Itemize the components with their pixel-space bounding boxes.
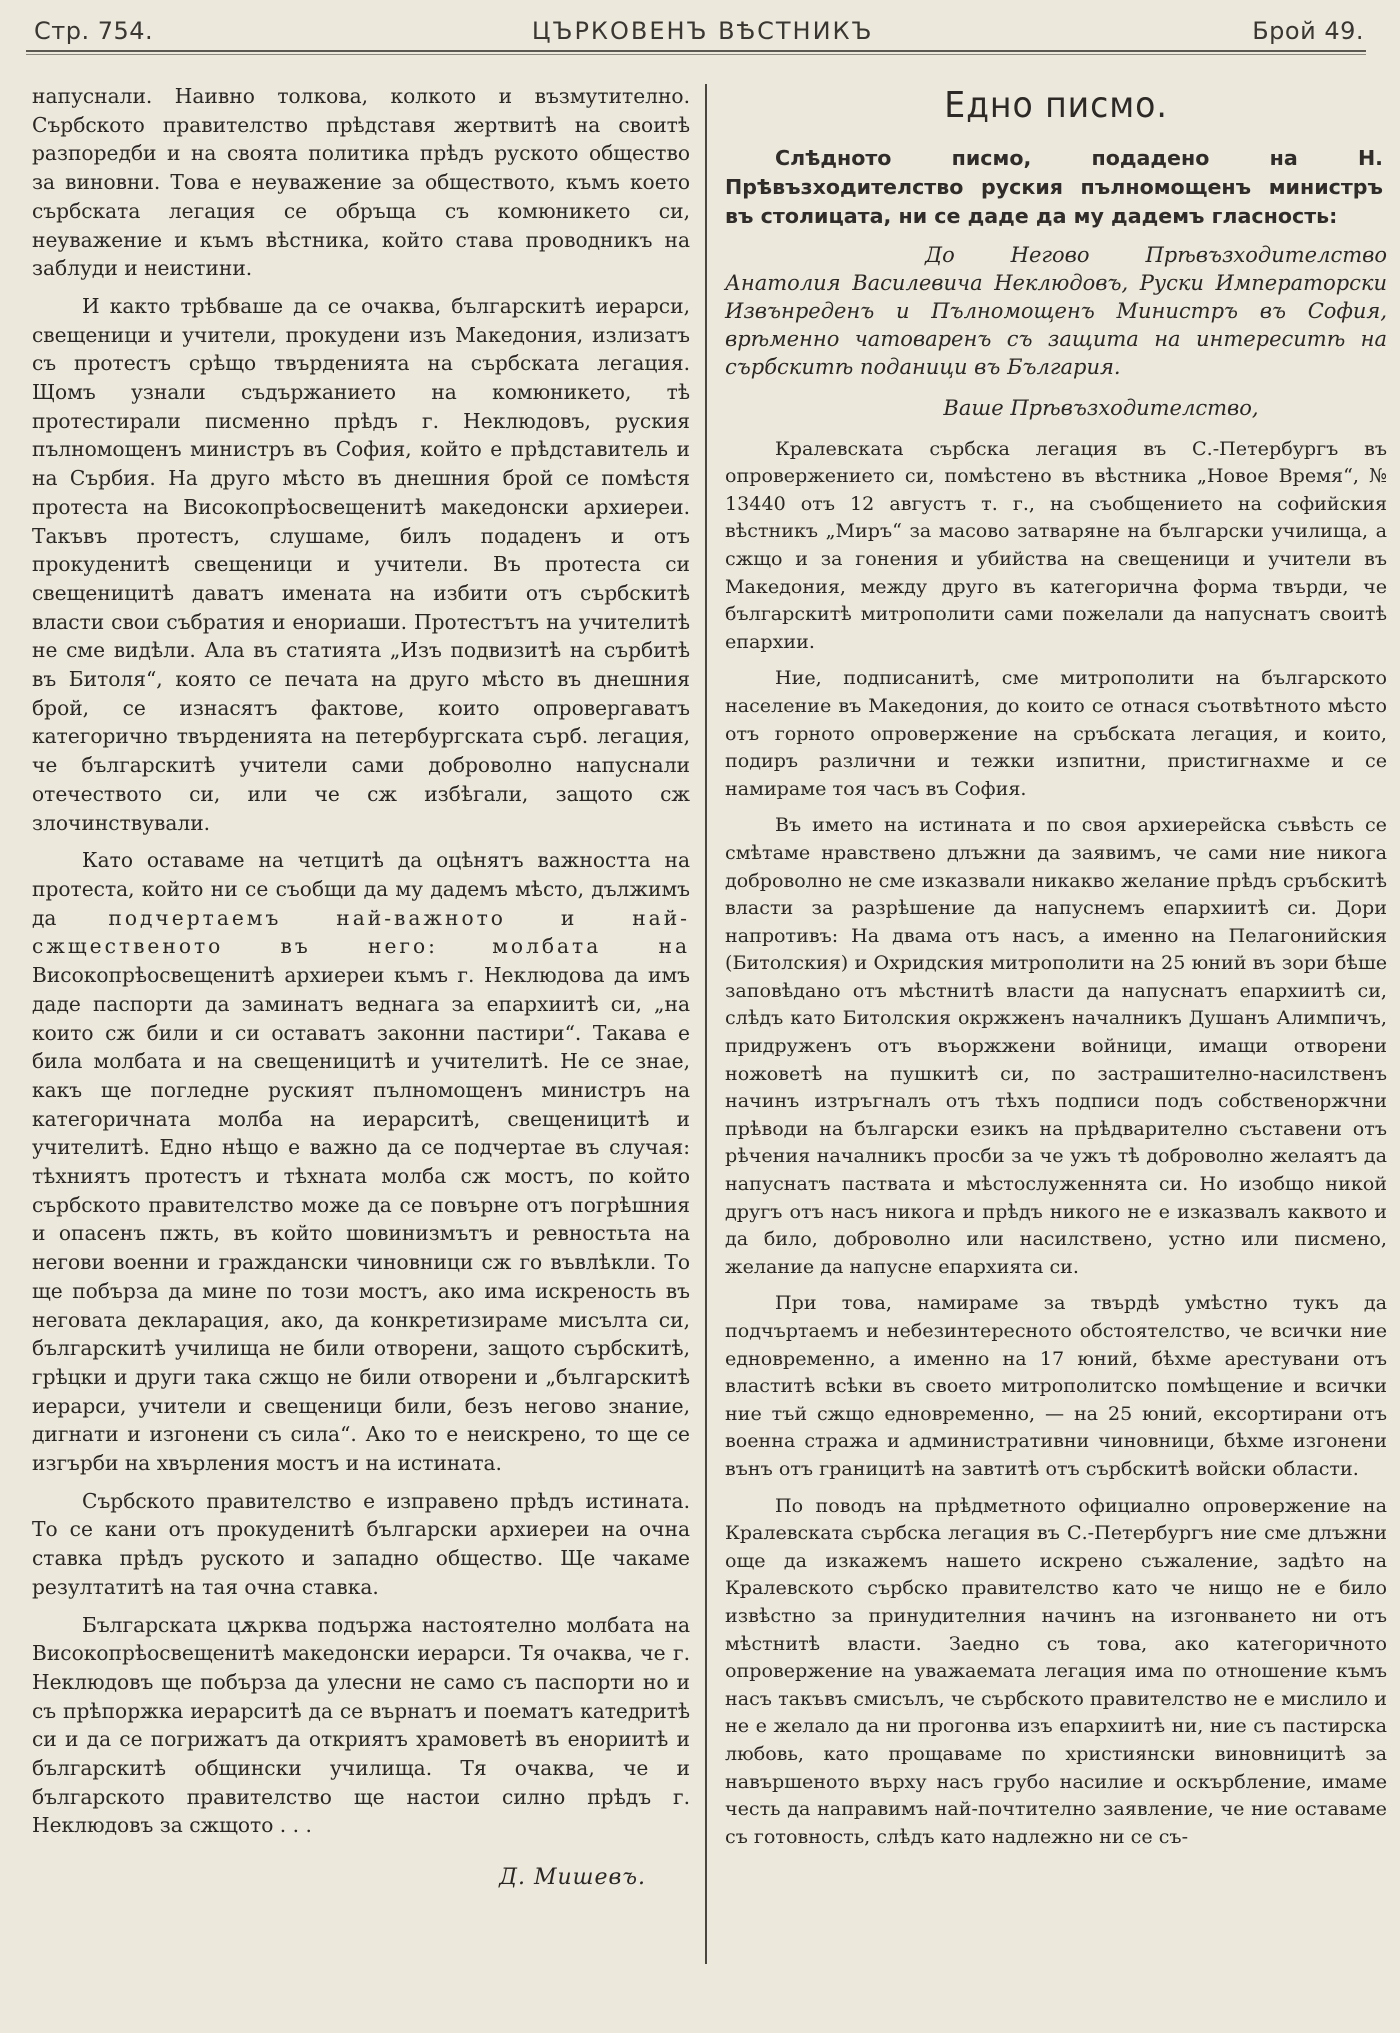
letter-paragraph: Въ името на истината и по своя архиерейска съвѣсть се смѣтаме нравствено длъжни да заявимъ, че сами ние никога доброволно не сме изказвали никакво желание прѣдъ сръбскитѣ власти за разрѣшение да напуснемъ епархиитѣ си. Дори напротивъ: На двама отъ насъ, а именно на Пелагонийския (Битолския) и Охридския митрополити на 25 юний въ зори бѣше заповѣдано отъ мѣстнитѣ власти да напуснатъ епархиитѣ си, слѣдъ като Битолския окржженъ началникъ Душанъ Алимпичъ, придруженъ отъ въоржжени войници, имащи отворени ножоветѣ на пушкитѣ си, по застрашително-насилственъ начинъ изтръгналъ отъ тѣхъ подписи подъ собственоржчни прѣводи на български езикъ на прѣдварително съставени отъ рѣчения началникъ просби за че ужъ тѣ доброволно желаятъ да напуснатъ паствата и мѣстослуженнята си. Но изобщо никой другъ отъ насъ никога и прѣдъ никого не е изказвалъ каквото и да било, доброволно или насилствено, устно или писмено, желание да напусне епархията си. (725, 813, 1387, 1278)
paragraph-rest: Високопрѣосвещенитѣ архиереи къмъ г. Неклюдова да имъ даде паспорти да заминатъ веднага за епархиитѣ си, „на които сж били и си оставатъ законни пастири“. Такава е била молбата и на свещеницитѣ и учителитѣ. Не се знае, какъ ще погледне руският пълномощенъ министръ на категоричната молба на иерарситѣ, свещеницитѣ и учителитѣ. Едно нѣщо е важно да се подчертае въ случая: тѣхниятъ протестъ и тѣхната молба сж мостъ, по който сърбското правителство може да се повърне отъ погрѣшния и опасенъ пжть, въ който шовинизмътъ и ревностьта на негови военни и граждански чиновници сж го въвлѣкли. То ще побърза да мине по този мостъ, ако има искреность въ неговата декларация, ако, да конкретизираме мисълта си, българскитѣ училища не били отворени, защото сърбскитѣ, грѣцки и други така сжщо не били отворени и „българскитѣ иерарси, учители и свещеници били, безъ негово знание, дигнати и изгонени съ сила“. Ако то е неискрено, то ще се изгърби на хвърления мостъ и на истината. (32, 963, 690, 1476)
page-header (34, 14, 1364, 48)
article-paragraph: Сърбското правителство е изправено прѣдъ истината. То се кани отъ прокуденитѣ български архиереи на очна ставка прѣдъ руското и западно общество. Ще чакаме резултатитѣ на тая очна ставка. (32, 1488, 690, 1599)
letter-address: До Негово Прѣвъзходителство Анатолия Василевича Неклюдовъ, Руски Императорски Извънреденъ и Пълномощенъ Министръ въ София, врѣменно чатоваренъ съ защита на интереситѣ на сърбскитѣ поданици въ България. (725, 243, 1387, 379)
paragraph-start: Като оставаме на четцитѣ да оцѣнятъ важността на протеста, който ни се съобщи да му дадемъ мѣсто, дължимъ да (32, 848, 690, 930)
column-divider (705, 84, 707, 1964)
page-number: Стр. 754. (34, 17, 154, 45)
letter-paragraph: По поводъ на прѣдметното официално опровержение на Кралевската сърбска легация въ С.-Петербургъ ние сме длъжни още да изкажемъ нашето искрено съжаление, задѣто на Кралевското сърбско правителство като че нищо не е било извѣстно за принудителния начинъ на изгонването ни отъ мѣстнитѣ власти. Заедно съ това, ако категоричното опровержение на уважаемата легация има по отношение къмъ насъ такъвъ смисълъ, че сърбското правителство не е мислило и не е желало да ни прогонва изъ епархиитѣ ни, ние съ пастирска любовь, като прощаваме по християнски виновницитѣ за навършеното върху насъ грубо насилие и оскърбление, имаме честь да направимъ най-почтително заявление, че ние оставаме съ готовность, слѣдъ като надлежно ни се съ- (725, 1493, 1387, 1848)
emphasized-text: подчертаемъ най-важното и най-сжщественото въ него: (32, 905, 690, 959)
article-paragraph: напуснали. Наивно толкова, колкото и възмутително. Сърбското правителство прѣдставя жертвитѣ на своитѣ разпоредби и на своята политика прѣдъ руското общество за виновни. Това е неуважение за обществото, къмъ което сърбската легация се обръща съ комюникето си, неуважение и къмъ вѣстника, който става проводникъ на заблуди и неистини. (32, 84, 690, 281)
left-column (32, 82, 690, 1893)
letter-intro: Слѣдното писмо, подадено на Н. Прѣвъзходителство руския пълномощенъ министръ въ столицата, ни се даде да му дадемъ гласность: (725, 146, 1383, 228)
letter-salutation: Ваше Прѣвъзходителство, (943, 396, 1259, 420)
author-signature: Д. Мишевъ. (499, 1865, 646, 1891)
article-paragraph: И както трѣбваше да се очаква, българскитѣ иерарси, свещеници и учители, прокудени изъ Македония, излизатъ съ протестъ срѣщо твърденията на сърбската легация. Щомъ узнали съдържанието на комюникето, тѣ протестирали писменно прѣдъ г. Неклюдовъ, руския пълномощенъ министръ въ София, който е прѣдставитель и на Сърбия. На друго мѣсто въ днешния брой се помѣстя протеста на Високопрѣосвещенитѣ македонски архиереи. Такъвъ протестъ, слушаме, билъ подаденъ и отъ прокуденитѣ свещеници и учители. Въ протеста си свещеницитѣ даватъ имената на избити отъ сърбскитѣ власти свои събратия и енориаши. Протестътъ на учителитѣ не сме видѣли. Ала въ статията „Изъ подвизитѣ на сърбитѣ въ Битоля“, която се печата на друго мѣсто въ днешния брой, се изнасятъ фактове, които опровергаватъ категорично твърденията на петербургската сърб. легация, че българскитѣ учители сами доброволно напуснали отечеството си, или че сж избѣгали, защото сж злочинствували. (32, 293, 690, 835)
header-rule (26, 50, 1366, 55)
article-paragraph: Българската цѫрква подържа настоятелно молбата на Високопрѣосвещенитѣ македонски иерарси. Тя очаква, че г. Неклюдовъ ще побърза да улесни не само съ паспорти но и съ прѣпоржка иерарситѣ да се върнатъ и поематъ катедритѣ си и да се погрижатъ да откриятъ храмоветѣ въ енориитѣ и българскитѣ общински училища. Тя очаква, че и българското правителство ще настои силно прѣдъ г. Неклюдовъ за сжщото . . . (32, 1612, 690, 1838)
letter-title: Едно писмо. (944, 85, 1168, 126)
letter-paragraph: Кралевската сърбска легация въ С.-Петербургъ въ опровержението си, помѣстено въ вѣстника „Новое Время“, № 13440 отъ 12 августъ т. г., на съобщението на софийския вѣстникъ „Миръ“ за масово затваряне на български училища, а сжщо и за гонения и убийства на свещеници и учители въ Македония, между друго въ категорична форма твърди, че българскитѣ митрополити сами пожелали да напуснатъ своитѣ епархии. (725, 436, 1387, 653)
newspaper-title: ЦЪРКОВЕНЪ ВѢСТНИКЪ (531, 17, 874, 45)
letter-paragraph: Ние, подписанитѣ, сме митрополити на българското население въ Македония, до които се отнася съотвѣтното мѣсто отъ горното опровержение на сръбската легация, и които, подиръ различни и тежки изпитни, пристигнахме и се намираме тоя часъ въ София. (725, 666, 1387, 800)
letter-paragraph: При това, намираме за твърдѣ умѣстно тукъ да подчъртаемъ и небезинтересното обстоятелство, че всички ние едновременно, а именно на 17 юний, бѣхме арестувани отъ властитѣ всѣки въ своето митрополитско помѣщение и всички ние тъй сжщо едновремeнно, — на 25 юний, ексортирани отъ военна стража и административни чиновници, бѣхме изгонени вънъ отъ границитѣ на завтитѣ отъ сърбскитѣ войски области. (725, 1291, 1387, 1480)
emphasized-text-2: молбата на (492, 934, 690, 959)
right-column (725, 82, 1387, 1850)
issue-number: Брой 49. (1252, 17, 1364, 45)
article-paragraph (32, 846, 690, 1477)
